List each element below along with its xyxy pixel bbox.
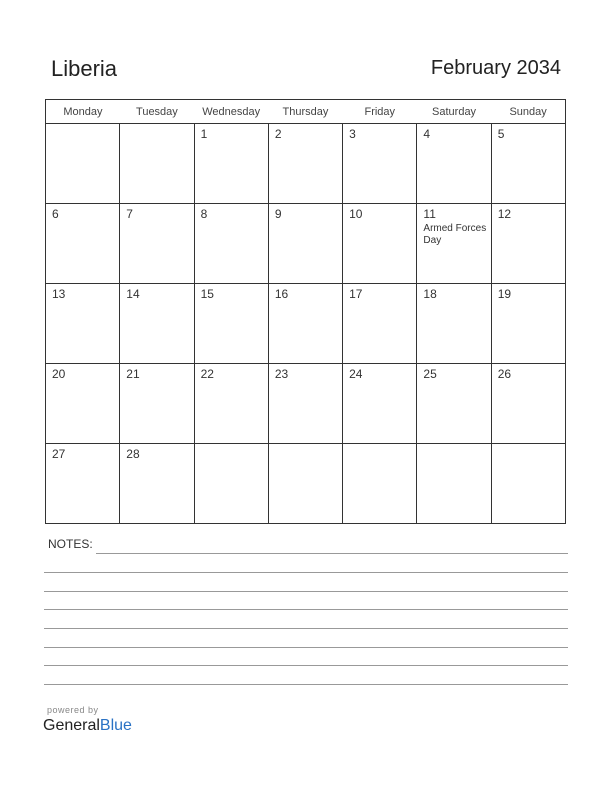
note-line [44, 684, 568, 685]
day-number: 26 [497, 367, 512, 381]
day-cell [491, 204, 565, 284]
weekday-wednesday: Wednesday [194, 100, 268, 124]
day-cell [194, 364, 268, 444]
day-cell [120, 364, 194, 444]
day-cell [120, 284, 194, 364]
day-cell [491, 364, 565, 444]
day-number: 17 [349, 287, 363, 301]
day-number: 16 [274, 287, 289, 301]
week-row [46, 204, 566, 284]
day-number: 4 [423, 127, 431, 141]
day-cell [343, 364, 417, 444]
day-number: 1 [200, 127, 208, 141]
week-row [46, 284, 566, 364]
day-cell [268, 444, 342, 524]
day-cell [120, 204, 194, 284]
day-number: 9 [274, 207, 282, 221]
day-number: 13 [52, 287, 66, 301]
day-number: 5 [497, 127, 505, 141]
day-number: 10 [349, 207, 363, 221]
day-number: 20 [52, 367, 66, 381]
day-cell [194, 124, 268, 204]
day-cell [46, 204, 120, 284]
day-cell [46, 124, 120, 204]
brand-blue: Blue [99, 717, 132, 734]
note-line [44, 665, 568, 666]
weekday-thursday: Thursday [268, 100, 342, 124]
note-line [44, 572, 568, 573]
powered-by-text: powered by [47, 705, 99, 715]
brand-logo[interactable] [43, 717, 132, 735]
day-cell [46, 444, 120, 524]
day-cell [417, 284, 491, 364]
day-number: 23 [274, 367, 289, 381]
day-cell [491, 444, 565, 524]
day-cell [491, 124, 565, 204]
day-number: 8 [200, 207, 208, 221]
month-year-title: February 2034 [430, 57, 561, 79]
day-cell [194, 204, 268, 284]
day-number: 18 [423, 287, 437, 301]
day-cell [343, 284, 417, 364]
week-row [46, 124, 566, 204]
weekday-friday: Friday [343, 100, 417, 124]
day-number: 2 [274, 127, 282, 141]
day-number: 24 [349, 367, 363, 381]
day-number: 3 [349, 127, 356, 141]
note-line [44, 628, 568, 629]
day-number: 28 [126, 447, 140, 461]
day-number: 12 [497, 207, 512, 221]
day-number: 22 [200, 367, 214, 381]
day-cell [491, 284, 565, 364]
weekday-saturday: Saturday [417, 100, 491, 124]
day-cell [417, 124, 491, 204]
day-number: 15 [200, 287, 214, 301]
day-cell [268, 204, 342, 284]
week-row [46, 364, 566, 444]
day-number: 6 [52, 207, 59, 221]
brand-general: General [43, 717, 100, 734]
day-number: 19 [497, 287, 512, 301]
weekday-tuesday: Tuesday [120, 100, 194, 124]
note-line [96, 553, 568, 554]
day-number: 21 [126, 367, 140, 381]
country-title: Liberia [51, 56, 118, 81]
day-cell [343, 204, 417, 284]
day-cell [46, 364, 120, 444]
day-cell [120, 124, 194, 204]
week-row [46, 444, 566, 524]
day-number: 14 [126, 287, 140, 301]
day-number: 27 [52, 447, 66, 461]
day-number: 7 [126, 207, 133, 221]
weekday-sunday: Sunday [491, 100, 565, 124]
day-cell [120, 444, 194, 524]
day-number: 25 [423, 367, 437, 381]
notes-label: NOTES: [48, 537, 93, 551]
day-cell [268, 364, 342, 444]
weekday-monday: Monday [46, 100, 120, 124]
note-line [44, 609, 568, 610]
day-number: 11 [423, 207, 436, 221]
note-line [44, 647, 568, 648]
day-cell [343, 444, 417, 524]
note-line [44, 591, 568, 592]
holiday-label: Armed Forces Day [423, 223, 487, 246]
day-cell [268, 284, 342, 364]
weekday-header-row [46, 100, 566, 124]
day-cell [417, 444, 491, 524]
day-cell [417, 204, 491, 284]
day-cell [194, 284, 268, 364]
day-cell [194, 444, 268, 524]
day-cell [268, 124, 342, 204]
day-cell [343, 124, 417, 204]
day-cell [46, 284, 120, 364]
day-cell [417, 364, 491, 444]
calendar-grid [45, 99, 566, 524]
